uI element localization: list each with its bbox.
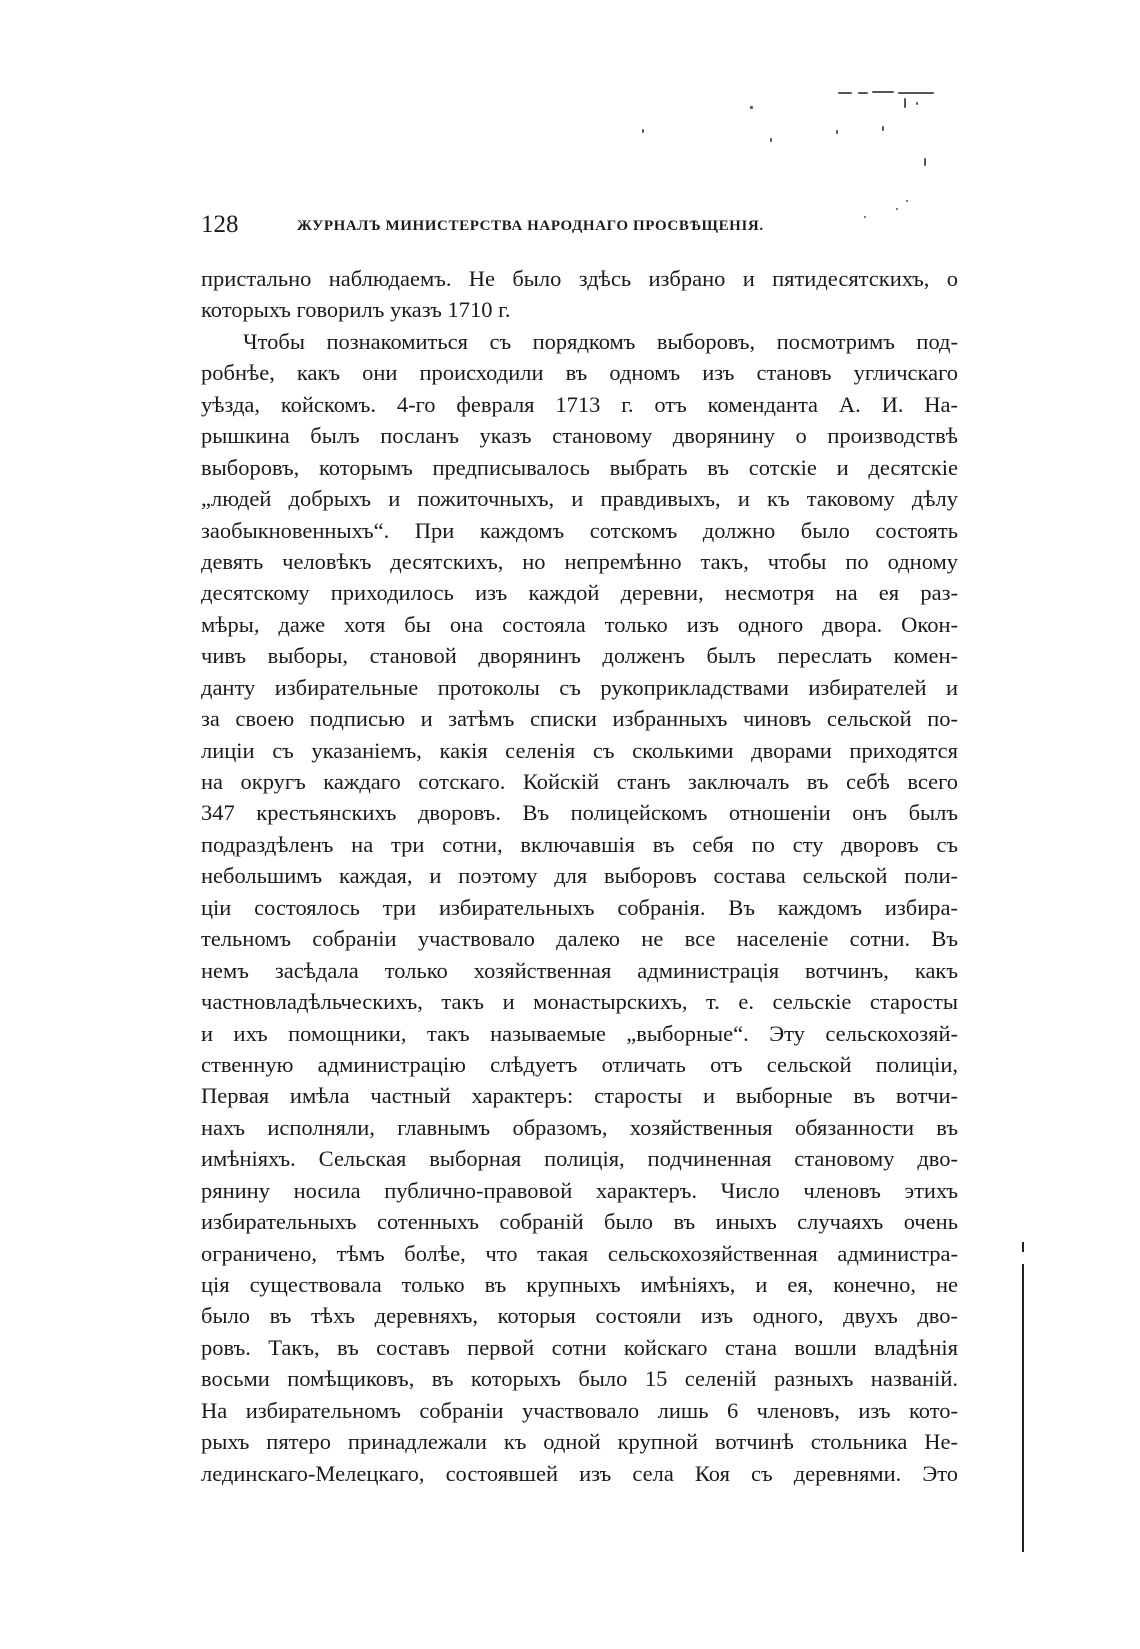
text-line: Первая имѣла частный характеръ: старосты и выборные въ вотчи- bbox=[201, 1083, 958, 1109]
text-line: имѣніяхъ. Сельская выборная полиція, подчиненная становому дво- bbox=[201, 1146, 958, 1172]
text-line: которыхъ говорилъ указъ 1710 г. bbox=[201, 297, 511, 323]
text-line: частновладѣльческихъ, такъ и монастырскихъ, т. е. сельскіе старосты bbox=[201, 989, 958, 1015]
text-line: десятскому приходилось изъ каждой деревни, несмотря на ея раз- bbox=[201, 580, 958, 606]
body-text bbox=[201, 263, 958, 1489]
text-line: тельномъ собраніи участвовало далеко не все населеніе сотни. Въ bbox=[201, 926, 958, 952]
text-line: избирательныхъ сотенныхъ собраній было въ иныхъ случаяхъ очень bbox=[201, 1209, 958, 1235]
page-number: 128 bbox=[201, 211, 239, 238]
text-line: за своею подписью и затѣмъ списки избранныхъ чиновъ сельской по- bbox=[201, 706, 958, 732]
margin-rule-lower bbox=[1022, 1264, 1024, 1552]
text-line: Чтобы познакомиться съ порядкомъ выборовъ, посмотримъ под- bbox=[243, 328, 958, 354]
text-line: чивъ выборы, становой дворянинъ долженъ былъ переслать комен- bbox=[201, 643, 958, 669]
page-header bbox=[201, 210, 961, 240]
text-line: робнѣе, какъ они происходили въ одномъ изъ становъ угличскаго bbox=[201, 360, 958, 386]
text-line: „людей добрыхъ и пожиточныхъ, и правдивыхъ, и къ таковому дѣлу bbox=[201, 486, 958, 512]
text-line: На избирательномъ собраніи участвовало лишь 6 членовъ, изъ кото- bbox=[201, 1397, 958, 1423]
text-line: данту избирательные протоколы съ рукоприкладствами избирателей и bbox=[201, 674, 958, 700]
text-line: немъ засѣдала только хозяйственная администрація вотчинъ, какъ bbox=[201, 957, 958, 983]
text-line: рыхъ пятеро принадлежали къ одной крупной вотчинѣ стольника Не- bbox=[201, 1429, 958, 1455]
text-line: выборовъ, которымъ предписывалось выбрать въ сотскіе и десятскіе bbox=[201, 454, 958, 480]
text-line: пристально наблюдаемъ. Не было здѣсь избрано и пятидесятскихъ, о bbox=[201, 266, 958, 291]
text-line: подраздѣленъ на три сотни, включавшія въ себя по сту дворовъ съ bbox=[201, 831, 958, 857]
text-line: уѣзда, койскомъ. 4-го февраля 1713 г. отъ коменданта А. И. На- bbox=[201, 391, 958, 417]
text-line: ограничено, тѣмъ болѣе, что такая сельскохозяйственная администра- bbox=[201, 1240, 958, 1266]
text-line: ровъ. Такъ, въ составъ первой сотни койскаго стана вошли владѣнія bbox=[201, 1334, 958, 1360]
text-line: было въ тѣхъ деревняхъ, которыя состояли изъ одного, двухъ дво- bbox=[201, 1303, 958, 1329]
text-line: на округъ каждаго сотскаго. Койскій станъ заключалъ въ себѣ всего bbox=[201, 769, 958, 794]
text-line: мѣры, даже хотя бы она состояла только изъ одного двора. Окон- bbox=[201, 611, 958, 637]
text-line: ція существовала только въ крупныхъ имѣніяхъ, и ея, конечно, не bbox=[201, 1272, 958, 1297]
text-line: рышкина былъ посланъ указъ становому дворянину о производствѣ bbox=[201, 423, 958, 449]
text-line: девять человѣкъ десятскихъ, но непремѣнно такъ, чтобы по одному bbox=[201, 548, 958, 574]
text-line: 347 крестьянскихъ дворовъ. Въ полицейскомъ отношеніи онъ былъ bbox=[201, 800, 958, 826]
text-line: ціи состоялось три избирательныхъ собранія. Въ каждомъ избира- bbox=[201, 894, 958, 920]
text-line: рянину носила публично-правовой характеръ. Число членовъ этихъ bbox=[201, 1177, 958, 1203]
text-line: заобыкновенныхъ“. При каждомъ сотскомъ должно было состоять bbox=[201, 517, 958, 543]
text-line: лединскаго-Мелецкаго, состоявшей изъ села Коя съ деревнями. Это bbox=[201, 1460, 958, 1486]
text-line: нахъ исполняли, главнымъ образомъ, хозяйственныя обязанности въ bbox=[201, 1114, 958, 1140]
text-line: ственную администрацію слѣдуетъ отличать отъ сельской полиціи, bbox=[201, 1051, 958, 1077]
text-line: лиціи съ указаніемъ, какія селенія съ сколькими дворами приходятся bbox=[201, 737, 958, 763]
margin-rule-upper bbox=[1022, 1242, 1024, 1252]
text-line: небольшимъ каждая, и поэтому для выборовъ состава сельской поли- bbox=[201, 863, 958, 889]
running-head: ЖУРНАЛЪ МИНИСТЕРСТВА НАРОДНАГО ПРОСВѢЩЕНІЯ. bbox=[297, 218, 764, 234]
text-line: восьми помѣщиковъ, въ которыхъ было 15 селеній разныхъ названій. bbox=[201, 1366, 958, 1392]
text-line: и ихъ помощники, такъ называемые „выборные“. Эту сельскохозяй- bbox=[201, 1020, 958, 1046]
